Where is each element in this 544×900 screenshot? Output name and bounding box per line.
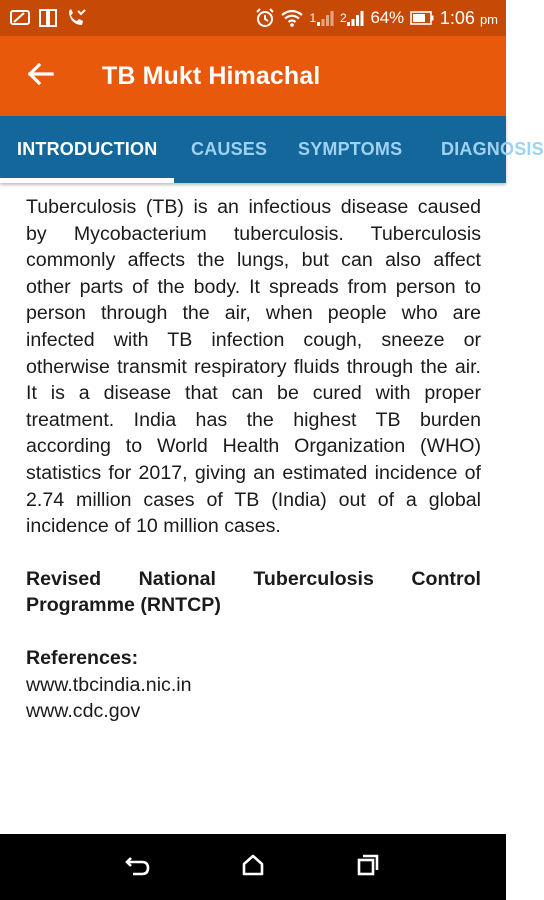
tab-introduction[interactable]: INTRODUCTION <box>17 139 158 159</box>
content <box>26 194 481 725</box>
back-nav-button[interactable] <box>114 843 162 891</box>
home-icon <box>241 853 265 882</box>
reference-link[interactable]: www.cdc.gov <box>26 700 141 723</box>
tab-diagnosis[interactable]: DIAGNOSIS <box>441 139 544 159</box>
tab-bar <box>0 116 544 183</box>
intro-paragraph: Tuberculosis (TB) is an infectious disease caused by Mycobacterium tuberculosis. Tuberculosis commonly affects the lungs, but can also affect other parts of the body. It spreads from person to person through the air, when people who are infected with TB infection cough, sneeze or otherwise transmit respiratory fluids through the air. It is a disease that can be cured with proper treatment. India has the highest TB burden according to World Health Organization (WHO) statistics for 2017, giving an estimated incidence of 2.74 million cases of TB (India) out of a global incidence of 10 million cases. <box>26 196 481 538</box>
status-bar <box>0 0 506 36</box>
app-title: TB Mukt Himachal <box>102 61 321 90</box>
clock-time: 1:06 <box>439 7 475 28</box>
reference-link[interactable]: www.tbcindia.nic.in <box>26 673 192 696</box>
back-nav-icon <box>124 853 152 882</box>
clock-period: pm <box>479 11 498 27</box>
nav-bar <box>0 834 506 900</box>
programme-heading: Revised National Tuberculosis Control Programme (RNTCP) <box>26 567 481 617</box>
sim-card-icon <box>39 9 57 27</box>
missed-call-icon <box>66 9 86 27</box>
battery-percent: 64% <box>370 8 404 27</box>
references-title: References: <box>26 646 139 669</box>
tab-indicator <box>0 178 174 183</box>
home-button[interactable] <box>229 843 277 891</box>
recents-icon <box>356 853 380 882</box>
tab-causes[interactable]: CAUSES <box>191 139 268 159</box>
wifi-icon <box>281 9 303 27</box>
screen-mirror-icon <box>10 10 30 26</box>
signal-1-icon <box>309 9 333 27</box>
back-button[interactable] <box>0 36 80 116</box>
recents-button[interactable] <box>344 843 392 891</box>
tab-symptoms[interactable]: SYMPTOMS <box>298 139 403 159</box>
arrow-left-icon <box>26 62 54 91</box>
signal-2-icon <box>340 9 364 27</box>
network-1-label: 1 <box>309 11 316 25</box>
battery-icon <box>410 11 434 25</box>
alarm-icon <box>255 8 275 28</box>
network-2-label: 2 <box>339 11 347 25</box>
app-bar <box>0 36 506 116</box>
clock <box>440 8 498 29</box>
